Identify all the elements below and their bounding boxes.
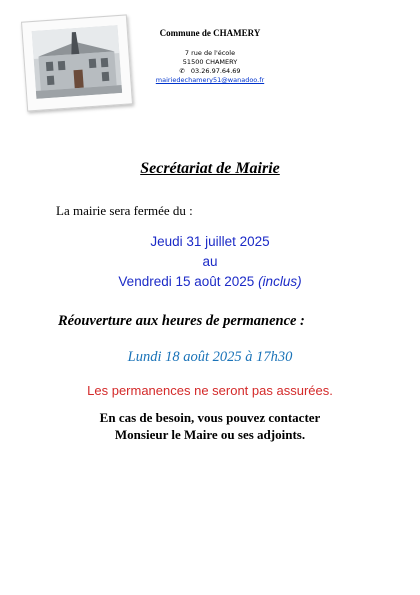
reopening-heading: Réouverture aux heures de permanence : <box>58 313 305 329</box>
closure-end-note: (inclus) <box>258 274 302 289</box>
phone-line <box>140 67 280 76</box>
email-link[interactable]: mairiedechamery51@wanadoo.fr <box>155 76 265 84</box>
letterhead <box>140 28 280 85</box>
closure-end-line <box>0 274 420 289</box>
contact-line-1: En cas de besoin, vous pouvez contacter <box>99 410 321 425</box>
contact-text <box>0 409 420 443</box>
address-city: 51500 CHAMERY <box>182 58 238 66</box>
phone-number: 03.26.97.64.69 <box>190 67 241 75</box>
closure-connector: au <box>202 254 218 269</box>
page-title: Secrétariat de Mairie <box>140 160 280 177</box>
town-hall-photo-icon <box>32 25 123 99</box>
commune-name: Commune de CHAMERY <box>159 28 261 38</box>
closure-start-date: Jeudi 31 juillet 2025 <box>150 234 270 249</box>
closure-intro: La mairie sera fermée du : <box>56 203 193 218</box>
closure-end-date: Vendredi 15 août 2025 <box>118 274 255 289</box>
town-hall-photo <box>21 14 133 111</box>
reopening-date: Lundi 18 août 2025 à 17h30 <box>127 349 293 365</box>
address-street: 7 rue de l'école <box>184 49 236 57</box>
notice-text: Les permanences ne seront pas assurées. <box>87 383 333 398</box>
phone-icon: ✆ <box>179 67 185 75</box>
email-line <box>140 76 280 85</box>
contact-line-2: Monsieur le Maire ou ses adjoints. <box>114 427 306 442</box>
